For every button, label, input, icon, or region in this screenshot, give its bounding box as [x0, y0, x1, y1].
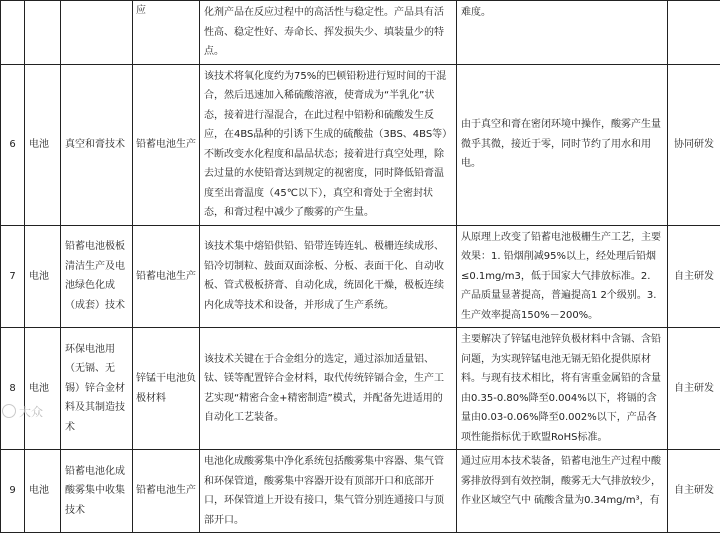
cell-no: 6 — [1, 64, 25, 225]
cell-application: 锌锰干电池负极材料 — [133, 328, 200, 450]
cell-mode: 自主研发 — [668, 450, 720, 533]
cell-tech-name — [61, 1, 133, 65]
cell-tech-name: 环保电池用（无镉、无锡）锌合金材料及其制造技术 — [61, 328, 133, 450]
table-row — [1, 64, 720, 225]
cell-industry: 电池 — [25, 450, 61, 533]
cell-effect: 由于真空和膏在密闭环境中操作，酸雾产生量微乎其微，接近于零，同时节约了用水和用电。 — [457, 64, 668, 225]
cell-effect: 难度。 — [457, 1, 668, 65]
cell-technology: 该技术关键在于合金组分的选定，通过添加适量铝、钛、镁等配置锌合金材料，取代传统锌镉合金，生产工艺实现“精密合金+精密制造”模式，并配备先进适用的自动化工艺装备。 — [200, 328, 457, 450]
cell-application: 铅蓄电池生产 — [133, 64, 200, 225]
cell-industry: 电池 — [25, 328, 61, 450]
cell-application: 铅蓄电池生产 — [133, 225, 200, 328]
cell-mode: 自主研发 — [668, 225, 720, 328]
cell-technology: 该技术集中熔铅供铅、铅带连铸连轧、极栅连续成形、铅冷切制粒、鼓面双面涂板、分板、表面干化、自动收板、管式极板挤膏、自动化成，统固化干燥，极板连续内化成等技术和设备，并形成了生产系统。 — [200, 225, 457, 328]
cell-no — [1, 1, 25, 65]
cell-technology: 化剂产品在反应过程中的高活性与稳定性。产品具有活性高、稳定性好、寿命长、挥发损失少、填装量少的特点。 — [200, 1, 457, 65]
cell-mode: 自主研发 — [668, 328, 720, 450]
cell-application: 应 — [133, 1, 200, 65]
cell-application: 铅蓄电池生产 — [133, 450, 200, 533]
table-row — [1, 328, 720, 450]
cell-industry: 电池 — [25, 64, 61, 225]
cell-effect: 通过应用本技术装备，铅蓄电池生产过程中酸雾排放得到有效控制，酸雾无大气排放较少，作业区域空气中 硫酸含量为0.34mg/m³，有 — [457, 450, 668, 533]
table-row — [1, 450, 720, 533]
cell-no: 7 — [1, 225, 25, 328]
cell-mode: 协同研发 — [668, 64, 720, 225]
watermark-logo-icon — [2, 404, 16, 418]
cell-industry: 电池 — [25, 225, 61, 328]
table-row — [1, 225, 720, 328]
cell-no: 9 — [1, 450, 25, 533]
cell-effect: 主要解决了锌锰电池锌负极材料中含镉、含铅问题，为实现锌锰电池无镉无铅化提供原材料。与现有技术相比，将有害重金属铅的含量由0.35-0.80%降至0.004%以下，将镉的含量由0.03-0.06%降至0.002%以下，产品各项性能指标优于欧盟RoHS标准。 — [457, 328, 668, 450]
cell-no: 8 — [1, 328, 25, 450]
table-row — [1, 1, 720, 65]
cell-tech-name: 铅蓄电池化成酸雾集中收集技术 — [61, 450, 133, 533]
watermark-text: 大众 — [19, 403, 43, 420]
cell-technology: 电池化成酸雾集中净化系统包括酸雾集中容器、集气管和环保管道，酸雾集中容器开设有顶部开口和底部开口，环保管道上开设有接口，集气管分别连通接口与顶部开口。 — [200, 450, 457, 533]
cell-tech-name: 真空和膏技术 — [61, 64, 133, 225]
cell-effect: 从原理上改变了铅蓄电池极栅生产工艺，主要效果：1. 铅烟削减95%以上，经处理后铅烟≤0.1mg/m3，低于国家大气排放标准。2. 产品质量显著提高，普遍提高1 2个级别。3. 生产效率提高150%－200%。 — [457, 225, 668, 328]
watermark — [2, 402, 43, 420]
cell-technology: 该技术将氧化度约为75%的巴顿铅粉进行短时间的干混合，然后迅速加入稀硫酸溶液，使膏成为“半乳化”状态，接着进行湿混合，在此过程中铅粉和硫酸发生反应，在4BS晶种的引诱下生成的硫酸盐（3BS、4BS等）不断改变水化程度和晶品状态；接着进行真空处理，除去过量的水使铅膏达到规定的视密度，同时降低铅膏温度至出膏温度（45℃以下），真空和膏处于全密封状态，和膏过程中减少了酸雾的产生量。 — [200, 64, 457, 225]
cell-industry — [25, 1, 61, 65]
cell-mode — [668, 1, 720, 65]
cell-tech-name: 铅蓄电池极板清洁生产及电池绿色化成（成套）技术 — [61, 225, 133, 328]
